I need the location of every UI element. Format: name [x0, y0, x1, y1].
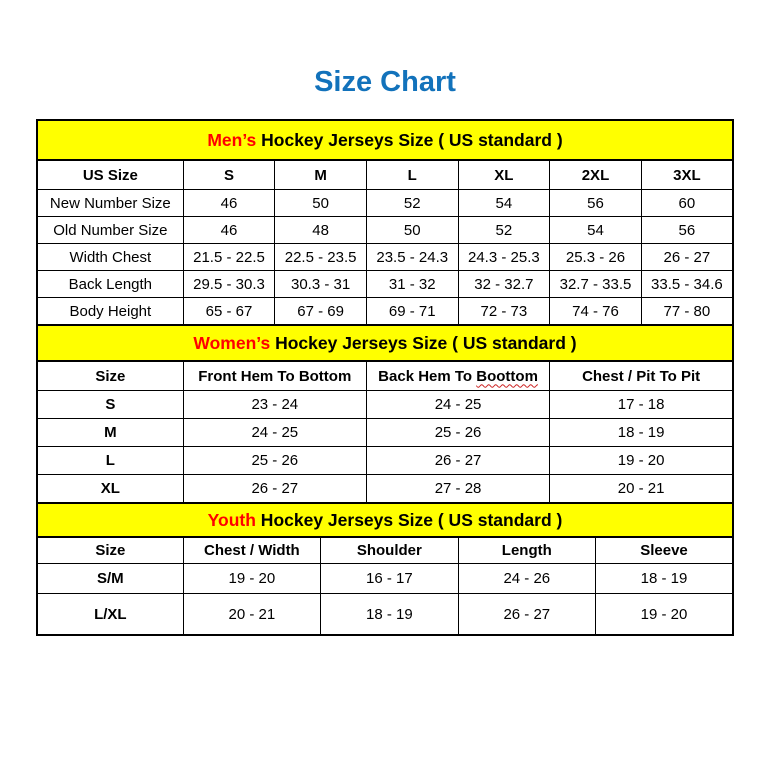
youth-size-table: [36, 502, 734, 636]
value-cell: 17 - 18: [550, 391, 733, 419]
column-header: 2XL: [550, 160, 642, 190]
table-row: [37, 419, 733, 447]
row-label: S/M: [37, 564, 183, 594]
section-title-accent: Men’s: [207, 129, 257, 150]
value-cell: 18 - 19: [596, 564, 733, 594]
value-cell: 22.5 - 23.5: [275, 244, 367, 271]
value-cell: 52: [366, 190, 458, 217]
value-cell: 18 - 19: [321, 594, 458, 636]
value-cell: 65 - 67: [183, 298, 275, 326]
value-cell: 20 - 21: [183, 594, 320, 636]
womens-size-table: [36, 324, 734, 504]
value-cell: 60: [641, 190, 733, 217]
value-cell: 24.3 - 25.3: [458, 244, 550, 271]
value-cell: 50: [366, 217, 458, 244]
value-cell: 56: [550, 190, 642, 217]
value-cell: 21.5 - 22.5: [183, 244, 275, 271]
column-header: Sleeve: [596, 537, 733, 564]
mens-size-table: [36, 119, 734, 326]
value-cell: 48: [275, 217, 367, 244]
row-label: Back Length: [37, 271, 183, 298]
size-tables: [36, 119, 734, 636]
table-row: [37, 447, 733, 475]
value-cell: 25 - 26: [183, 447, 366, 475]
table-row: [37, 391, 733, 419]
value-cell: 46: [183, 190, 275, 217]
row-label: S: [37, 391, 183, 419]
row-label: New Number Size: [37, 190, 183, 217]
value-cell: 27 - 28: [366, 475, 549, 504]
value-cell: 23 - 24: [183, 391, 366, 419]
section-title-text: Hockey Jerseys Size ( US standard ): [270, 332, 577, 353]
table-row: [37, 190, 733, 217]
value-cell: 16 - 17: [321, 564, 458, 594]
column-header: XL: [458, 160, 550, 190]
value-cell: 19 - 20: [550, 447, 733, 475]
value-cell: 67 - 69: [275, 298, 367, 326]
value-cell: 52: [458, 217, 550, 244]
row-label: Old Number Size: [37, 217, 183, 244]
table-row: [37, 298, 733, 326]
value-cell: 50: [275, 190, 367, 217]
value-cell: 25.3 - 26: [550, 244, 642, 271]
value-cell: 25 - 26: [366, 419, 549, 447]
column-header: L: [366, 160, 458, 190]
column-header: Length: [458, 537, 595, 564]
table-row: [37, 271, 733, 298]
misspelled-word: Boottom: [476, 367, 538, 385]
row-label: L/XL: [37, 594, 183, 636]
mens-banner-row: [37, 120, 733, 160]
value-cell: 19 - 20: [596, 594, 733, 636]
value-cell: 33.5 - 34.6: [641, 271, 733, 298]
value-cell: 30.3 - 31: [275, 271, 367, 298]
column-header: Size: [37, 361, 183, 391]
column-header: US Size: [37, 160, 183, 190]
value-cell: 72 - 73: [458, 298, 550, 326]
value-cell: 19 - 20: [183, 564, 320, 594]
youth-header-row: [37, 537, 733, 564]
section-title-text: Hockey Jerseys Size ( US standard ): [255, 509, 563, 530]
section-title-text: Hockey Jerseys Size ( US standard ): [256, 129, 563, 150]
column-header: S: [183, 160, 275, 190]
womens-header-row: [37, 361, 733, 391]
value-cell: 26 - 27: [458, 594, 595, 636]
column-header-text: Back Hem To: [378, 367, 477, 385]
value-cell: 54: [550, 217, 642, 244]
value-cell: 46: [183, 217, 275, 244]
value-cell: 18 - 19: [550, 419, 733, 447]
value-cell: 26 - 27: [366, 447, 549, 475]
value-cell: 74 - 76: [550, 298, 642, 326]
section-title-accent: Youth: [207, 509, 256, 530]
value-cell: 24 - 25: [366, 391, 549, 419]
column-header: Chest / Width: [183, 537, 320, 564]
value-cell: 69 - 71: [366, 298, 458, 326]
row-label: XL: [37, 475, 183, 504]
value-cell: 20 - 21: [550, 475, 733, 504]
page-title: Size Chart: [314, 66, 456, 98]
table-row: [37, 217, 733, 244]
mens-section-title: [37, 120, 733, 160]
value-cell: 56: [641, 217, 733, 244]
value-cell: 24 - 26: [458, 564, 595, 594]
value-cell: 32.7 - 33.5: [550, 271, 642, 298]
row-label: Width Chest: [37, 244, 183, 271]
table-row: [37, 475, 733, 504]
value-cell: 54: [458, 190, 550, 217]
row-label: M: [37, 419, 183, 447]
youth-banner-row: [37, 503, 733, 537]
value-cell: 31 - 32: [366, 271, 458, 298]
womens-section-title: [37, 325, 733, 361]
table-row: [37, 564, 733, 594]
value-cell: 29.5 - 30.3: [183, 271, 275, 298]
value-cell: 26 - 27: [641, 244, 733, 271]
value-cell: 24 - 25: [183, 419, 366, 447]
value-cell: 23.5 - 24.3: [366, 244, 458, 271]
table-row: [37, 244, 733, 271]
row-label: Body Height: [37, 298, 183, 326]
column-header: Shoulder: [321, 537, 458, 564]
value-cell: 77 - 80: [641, 298, 733, 326]
mens-header-row: [37, 160, 733, 190]
section-title-accent: Women’s: [193, 332, 271, 353]
column-header: [366, 361, 549, 391]
column-header: 3XL: [641, 160, 733, 190]
column-header: M: [275, 160, 367, 190]
womens-banner-row: [37, 325, 733, 361]
table-row: [37, 594, 733, 636]
column-header: Size: [37, 537, 183, 564]
value-cell: 26 - 27: [183, 475, 366, 504]
row-label: L: [37, 447, 183, 475]
column-header: Front Hem To Bottom: [183, 361, 366, 391]
column-header: Chest / Pit To Pit: [550, 361, 733, 391]
youth-section-title: [37, 503, 733, 537]
value-cell: 32 - 32.7: [458, 271, 550, 298]
